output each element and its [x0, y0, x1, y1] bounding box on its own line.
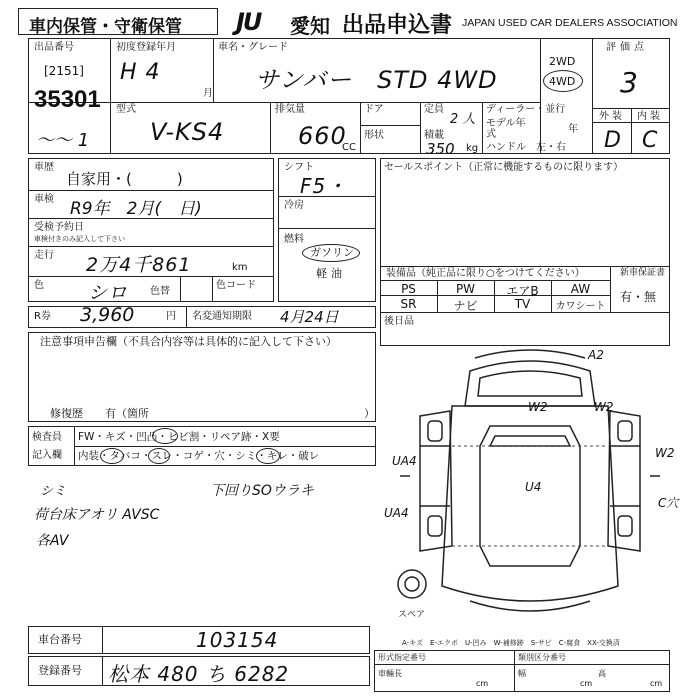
model-type-value: V-KS4: [150, 118, 225, 146]
lot-number-label: 出品番号: [34, 42, 74, 53]
load-label: 積載: [424, 130, 444, 141]
score-value: 3: [620, 66, 639, 99]
height-label: 高: [598, 669, 606, 678]
lot-number: 35301: [34, 86, 101, 113]
rear-item-label: 後日品: [384, 316, 414, 327]
height-unit: cm: [650, 679, 663, 688]
interior-value: C: [642, 128, 659, 153]
fuel-label: 燃料: [284, 234, 304, 245]
recycle-label: R券: [34, 311, 51, 322]
mileage-label: 走行: [34, 250, 54, 261]
equip-leather: カワシート: [555, 301, 606, 312]
inspect-line-2: 内装・タバコ・スレ・コゲ・穴・シミ・キレ・破レ: [78, 450, 320, 462]
exterior-label: 外装: [599, 111, 625, 122]
car-name-label: 車名・グレード: [218, 42, 288, 53]
model-year-label: モデル年式: [486, 118, 526, 140]
inspection-value: R9年 2月( 日): [70, 199, 202, 219]
ju-logo-text: JU: [236, 8, 261, 36]
damage-mark-u4: U4: [525, 480, 542, 494]
fuel-gasoline: ガソリン: [310, 246, 354, 259]
note-1: シミ: [40, 484, 67, 499]
equipment-label: 装備品（純正品に限り○をつけてください）: [386, 268, 585, 279]
damage-legend: A-キズ E-エクボ U-凹み W-補修跡 S-サビ C-腐食 XX-交換済: [402, 639, 620, 647]
damage-mark-ua4-upper: UA4: [392, 454, 417, 468]
recycle-value: 3,960: [80, 304, 135, 326]
shape-label: 形状: [364, 130, 384, 141]
color-label: 色: [34, 280, 44, 291]
damage-mark-c-hole: C穴: [658, 496, 679, 510]
chassis-label: 車台番号: [38, 633, 82, 646]
left-scribble: 〜〜 1: [36, 130, 90, 151]
equip-airbag: エアB: [506, 284, 539, 298]
note-3: 各AV: [36, 533, 69, 549]
org-name: 愛知: [290, 14, 330, 38]
mark-circle-1: [152, 428, 178, 444]
damage-mark-a2: A2: [588, 348, 604, 362]
type-category-label: 類別区分番号: [518, 653, 566, 662]
inspection-label: 車検: [34, 194, 54, 205]
displacement-label: 排気量: [275, 104, 305, 115]
fuel-diesel: 軽油: [316, 267, 346, 280]
equip-pw: PW: [455, 282, 476, 296]
lot-code: [2151]: [44, 64, 84, 78]
kg-unit: kg: [466, 143, 479, 154]
drive-2wd: 2WD: [549, 55, 576, 68]
equip-tv: TV: [514, 297, 531, 311]
capacity-label: 定員: [424, 104, 444, 115]
color-code-label: 色コード: [216, 280, 256, 291]
score-label: 評価点: [606, 42, 648, 53]
aircon-label: 冷房: [284, 200, 304, 211]
drive-4wd: 4WD: [549, 75, 576, 88]
capacity-value: 2 人: [450, 112, 476, 127]
model-designation-label: 形式指定番号: [378, 653, 426, 662]
mark-circle-4: [256, 448, 280, 464]
interior-label: 内装: [637, 111, 663, 122]
acceptance-label: 受検予約日: [34, 222, 84, 233]
history-label: 車歴: [34, 162, 54, 173]
door-label: ドア: [364, 104, 384, 115]
displacement-value: 660: [298, 122, 347, 150]
length-unit: cm: [476, 679, 489, 688]
storage-label: 車内保管・守衛保管: [29, 17, 182, 37]
equip-navi: ナビ: [453, 299, 478, 313]
exterior-value: D: [604, 128, 622, 153]
equip-sr: SR: [400, 297, 417, 311]
record-label: 記入欄: [32, 450, 62, 461]
sales-block: [380, 158, 670, 346]
mark-circle-2: [100, 448, 124, 464]
form-title: 出品申込書: [342, 13, 453, 38]
model-type-label: 型式: [116, 104, 136, 115]
damage-mark-ua4-lower: UA4: [384, 506, 409, 520]
equip-ps: PS: [401, 282, 416, 296]
inspector-label: 検査員: [32, 432, 62, 443]
chassis-value: 103154: [196, 628, 279, 652]
car-name-value: サンバー STD 4WD: [255, 66, 498, 94]
registration-label: 登録番号: [38, 664, 82, 677]
storage-label-box: [18, 8, 218, 35]
yen-unit: 円: [166, 311, 176, 322]
equip-aw: AW: [570, 282, 591, 296]
association-name: JAPAN USED CAR DEALERS ASSOCIATION: [462, 17, 678, 29]
width-unit: cm: [580, 679, 593, 688]
inspect-line-1: FW・キズ・凹凸・ヒビ割・リペア跡・X要: [78, 431, 280, 443]
warranty-value: 有・無: [620, 290, 657, 304]
damage-mark-w2-right: W2: [594, 400, 614, 414]
width-label: 幅: [518, 669, 526, 678]
notes-label: 注意事項申告欄（不具合内容等は具体的に記入して下さい）: [40, 335, 337, 348]
damage-mark-w2-top: W2: [528, 400, 548, 414]
month-unit: 月: [203, 88, 213, 99]
year-unit: 年: [568, 124, 578, 135]
sales-point-label: セールスポイント（正常に機能するものに限ります）: [384, 162, 624, 173]
mileage-value: 2万4千861: [86, 254, 192, 276]
registration-value: 松本 480 ち 6282: [108, 662, 290, 686]
length-label: 車輛長: [378, 669, 402, 678]
first-reg-label: 初度登録年月: [116, 42, 176, 53]
ju-logo: [236, 8, 292, 36]
first-reg-value: H 4: [120, 60, 161, 85]
notice-value: 4月24日: [280, 308, 339, 326]
mark-circle-3: [148, 448, 170, 464]
shift-label: シフト: [284, 162, 314, 173]
spare-label: スペア: [398, 610, 426, 620]
note-2: 荷台床アオリ AVSC: [34, 507, 160, 523]
dealer-label: ディーラー・並行: [486, 104, 566, 115]
mileage-unit: km: [232, 262, 248, 273]
notice-label: 名変通知期限: [192, 311, 252, 322]
warranty-label: 新車保証書: [620, 268, 666, 278]
note-4: 下回りSOウラキ: [210, 483, 314, 499]
repair-label: 修復歴 有（箇所: [50, 407, 149, 420]
color-value: シロ: [88, 282, 129, 304]
shift-value: F5・: [300, 174, 348, 198]
load-value: 350: [426, 140, 455, 158]
color-change-label: 色替: [150, 286, 170, 297]
acceptance-note: 車検付きのみ記入して下さい: [34, 235, 125, 243]
handle-label: ハンドル 左・右: [486, 142, 566, 153]
cc-unit: CC: [342, 142, 356, 153]
repair-close: ）: [364, 407, 375, 420]
damage-mark-w2-side: W2: [655, 446, 675, 460]
history-value: 自家用・( ): [66, 170, 183, 188]
